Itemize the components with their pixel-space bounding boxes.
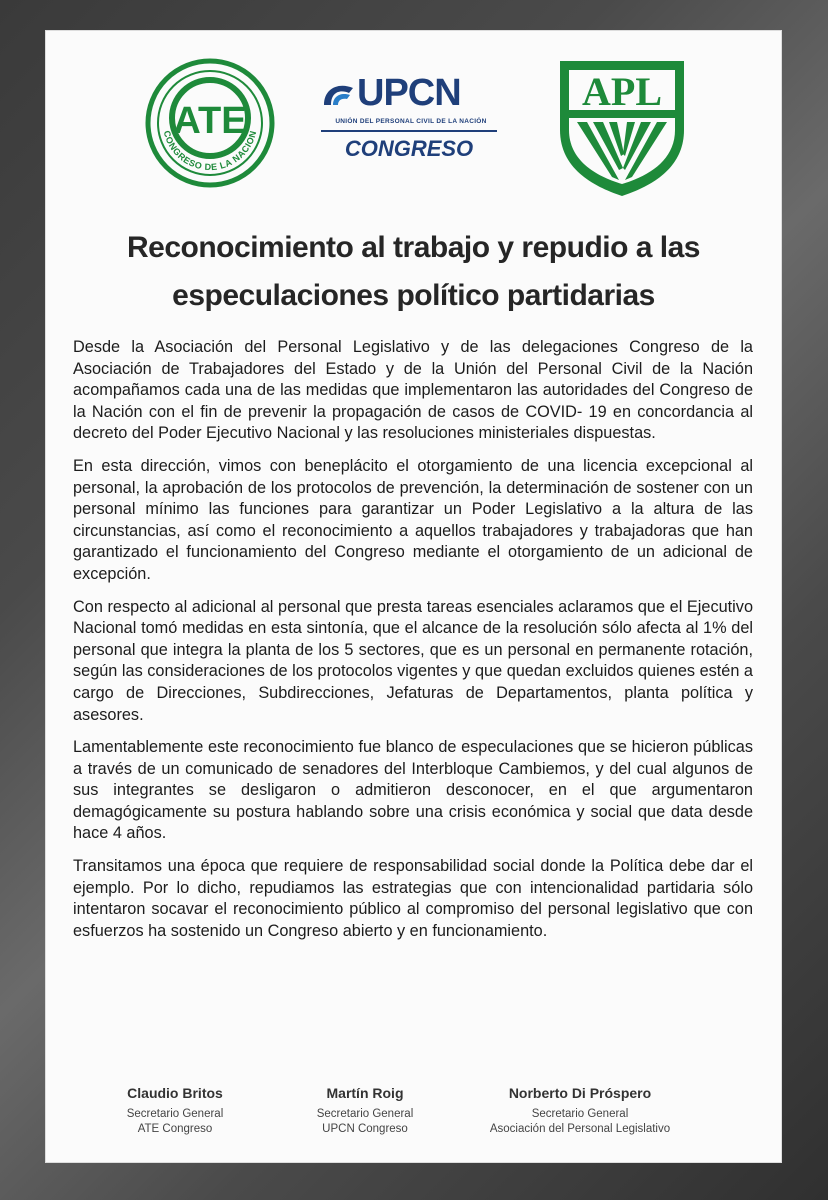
signer-role: Secretario General: [531, 1108, 629, 1120]
signer-org: UPCN Congreso: [322, 1123, 408, 1135]
signature-block: [45, 1085, 782, 1145]
document-sheet: [45, 30, 782, 1163]
ate-logo: [145, 58, 275, 188]
signer-name: Norberto Di Próspero: [508, 1085, 652, 1101]
page-title: [45, 224, 782, 320]
signature-di-prospero: [465, 1085, 695, 1137]
signer-org: ATE Congreso: [137, 1123, 213, 1135]
paragraph: Transitamos una época que requiere de responsabilidad social donde la Política debe dar el ejemplo. Por lo dicho, repudiamos las estrategias que con intencionalidad partidaria sólo intentaron socavar el reconocimiento público al compromiso del personal legislativo que con esfuerzos ha sostenido un Congreso abierto y en funcionamiento.: [73, 857, 753, 940]
document-body: [73, 337, 753, 953]
paragraph: Con respecto al adicional al personal que presta tareas esenciales aclaramos que el Ejecutivo Nacional tomó medidas en esta sintonía, que el alcance de la resolución sólo afecta al 1% del personal que integra la planta de los 5 sectores, que es un personal en permanente rotación, según las consideraciones de los protocolos vigentes y que quedan excluidos quienes estén a cargo de Direcciones, Subdirecciones, Jefaturas de Departamentos, planta política y asesores.: [73, 597, 753, 724]
paragraph: Lamentablemente este reconocimiento fue blanco de especulaciones que se hicieron públicas a través de un comunicado de senadores del Interbloque Cambiemos, y del cual algunos de sus integrantes se desligaron o admitieron desconocer, en el que argumentaron demagógicamente su postura hablando sobre una crisis económica y social que data desde hace 4 años.: [73, 738, 753, 843]
title-line-2: especulaciones político partidarias: [172, 279, 655, 312]
upcn-logo: [317, 72, 505, 172]
signature-roig: [295, 1085, 435, 1137]
upcn-tagline: CONGRESO: [344, 136, 474, 161]
signer-name: Martín Roig: [326, 1085, 404, 1101]
signer-role: Secretario General: [316, 1108, 414, 1120]
apl-logo: [557, 58, 687, 198]
upcn-wordmark: UPCN: [357, 72, 461, 114]
apl-mark: APL: [582, 69, 662, 114]
upcn-divider: [321, 130, 497, 132]
title-line-1: Reconocimiento al trabajo y repudio a las: [127, 231, 700, 264]
ate-ring-text: CONGRESO DE LA NACION: [161, 129, 259, 173]
signer-org: Asociación del Personal Legislativo: [489, 1123, 671, 1135]
signer-role: Secretario General: [126, 1108, 224, 1120]
upcn-swirl-icon: [321, 80, 357, 110]
signer-name: Claudio Britos: [127, 1085, 223, 1101]
ate-mark: ATE: [173, 100, 247, 142]
signature-britos: [105, 1085, 245, 1137]
upcn-subtitle: UNIÓN DEL PERSONAL CIVIL DE LA NACIÓN: [335, 118, 487, 125]
logo-row: [45, 30, 782, 210]
paragraph: Desde la Asociación del Personal Legislativo y de las delegaciones Congreso de la Asociación de Trabajadores del Estado y de la Unión del Personal Civil de la Nación acompañamos cada una de las medidas que implementaron las autoridades del Congreso de la Nación con el fin de prevenir la propagación de casos de COVID- 19 en concordancia al decreto del Poder Ejecutivo Nacional y las resoluciones ministeriales dispuestas.: [73, 338, 753, 443]
paragraph: En esta dirección, vimos con beneplácito el otorgamiento de una licencia excepcional al personal, la aprobación de los protocolos de prevención, la determinación de sostener con un personal mínimo las funciones para garantizar un Poder Legislativo a la altura de las circunstancias, así como el reconocimiento a aquellos trabajadores y trabajadoras que han garantizado el funcionamiento del Congreso mediante el otorgamiento de un adicional de excepción.: [73, 456, 753, 583]
